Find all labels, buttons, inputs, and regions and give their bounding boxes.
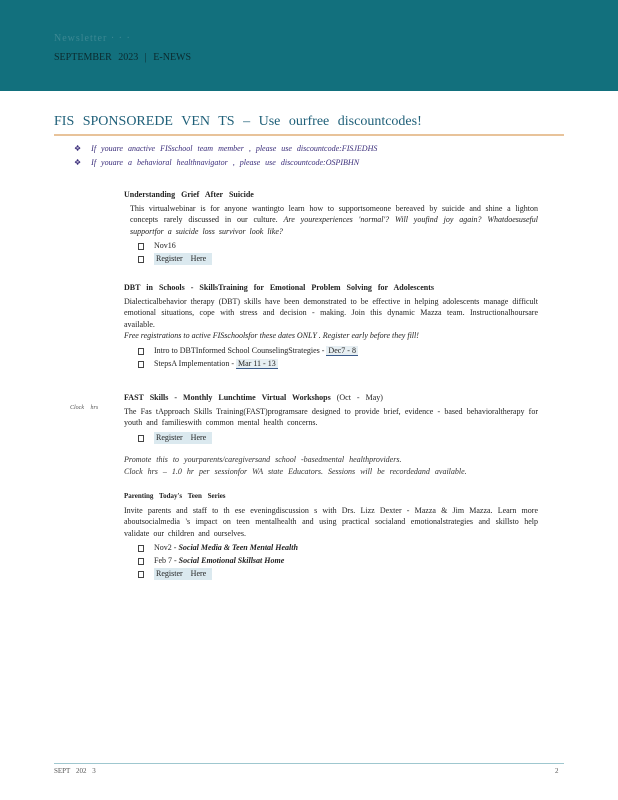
- footer-date: SEPT 202 3: [54, 767, 96, 775]
- list-item: StepsA Implementation - Mar 11 - 13: [138, 357, 538, 370]
- diamond-bullet-icon: ❖: [74, 144, 82, 153]
- newsletter-masthead: Newsletter · · ·: [54, 33, 131, 44]
- register-link[interactable]: Register Here: [154, 253, 212, 265]
- title-divider: [54, 134, 564, 136]
- section-heading: DBT in Schools - SkillsTraining for Emotional Problem Solving for Adolescents: [124, 283, 434, 292]
- section-parenting: [124, 491, 538, 580]
- section-grief: [124, 189, 538, 265]
- header-banner: [0, 0, 618, 91]
- register-link[interactable]: Register Here: [154, 432, 212, 444]
- section-body: This virtualwebinar is for anyone wantingto learn how to supportsomeone bereaved by suicide and shine a lighton concepts rarely discussed in our culture. Are yourexperiences 'normal'? Will youfind joy again? Whatdoesuseful supportfor a suicide loss survivor look like?: [130, 203, 538, 236]
- section-note: Free registrations to active FISschoolsfor these dates ONLY . Register early before they fill!: [124, 331, 419, 340]
- list-item: [138, 567, 538, 580]
- event-date-list: [138, 431, 538, 444]
- date-link[interactable]: Dec7 - 8: [328, 345, 356, 355]
- event-date-list: [138, 239, 538, 265]
- list-item: Feb 7 - Social Emotional Skillsat Home: [138, 554, 538, 567]
- diamond-bullet-icon: ❖: [74, 158, 82, 167]
- section-body: Invite parents and staff to th ese eveningdiscussion s with Drs. Lizz Dexter - Mazza & Jim Mazza. Learn more aboutsocialmedia 's impact on teen mentalhealth and using practical socialand emotionalstrategies and skillsto help validate our children and ourselves.: [124, 505, 538, 538]
- issue-line: SEPTEMBER 2023 | E-NEWS: [54, 52, 192, 63]
- register-link[interactable]: Register Here: [154, 568, 212, 580]
- list-item: Nov2 - Social Media & Teen Mental Health: [138, 541, 538, 554]
- section-body: Dialecticalbehavior therapy (DBT) skills have been demonstrated to be effective in helping adolescents manage difficult emotional situations, cope with stress and decision - making. Join this dynamic Mazza team. Instructionalhoursare available.: [124, 296, 538, 329]
- promote-note: Promote this to yourparents/caregiversand school -basedmental healthproviders. Clock hrs – 1.0 hr per sessionfor WA state Educators. Sessions will be recordedand available.: [124, 455, 467, 476]
- section-dbt: [124, 282, 538, 370]
- section-fast: [124, 392, 538, 444]
- footer-divider: [54, 763, 564, 764]
- date-link[interactable]: Mar 11 - 13: [238, 358, 276, 368]
- event-date-list: [138, 541, 538, 580]
- section-heading: Understanding Grief After Suicide: [124, 190, 254, 199]
- event-date-list: [138, 344, 538, 370]
- list-item: [138, 431, 538, 444]
- discount-bullet-bhn: ❖ If youare a behavioral healthnavigator , please use discountcode:OSPIBHN: [74, 158, 360, 167]
- page-title: FIS SPONSOREDE VEN TS – Use ourfree discountcodes!: [54, 114, 422, 129]
- section-heading: FAST Skills - Monthly Lunchtime Virtual Workshops (Oct - May): [124, 393, 383, 402]
- page-number: 2: [555, 767, 559, 775]
- list-item: Nov16: [138, 239, 538, 252]
- section-body: The Fas tApproach Skills Training(FAST)programsare designed to provide brief, evidence - based behavioraltherapy for youth and familieswith common mental health concerns.: [124, 406, 538, 427]
- list-item: [138, 252, 538, 265]
- list-item: Intro to DBTInformed School CounselingStrategies - Dec7 - 8: [138, 344, 538, 357]
- section-heading: Parenting Today's Teen Series: [124, 492, 226, 500]
- clock-hours-note: Clock hrs: [70, 405, 99, 411]
- discount-bullet-fis: ❖ If youare anactive FISschool team member , please use discountcode:FISJEDHS: [74, 144, 378, 153]
